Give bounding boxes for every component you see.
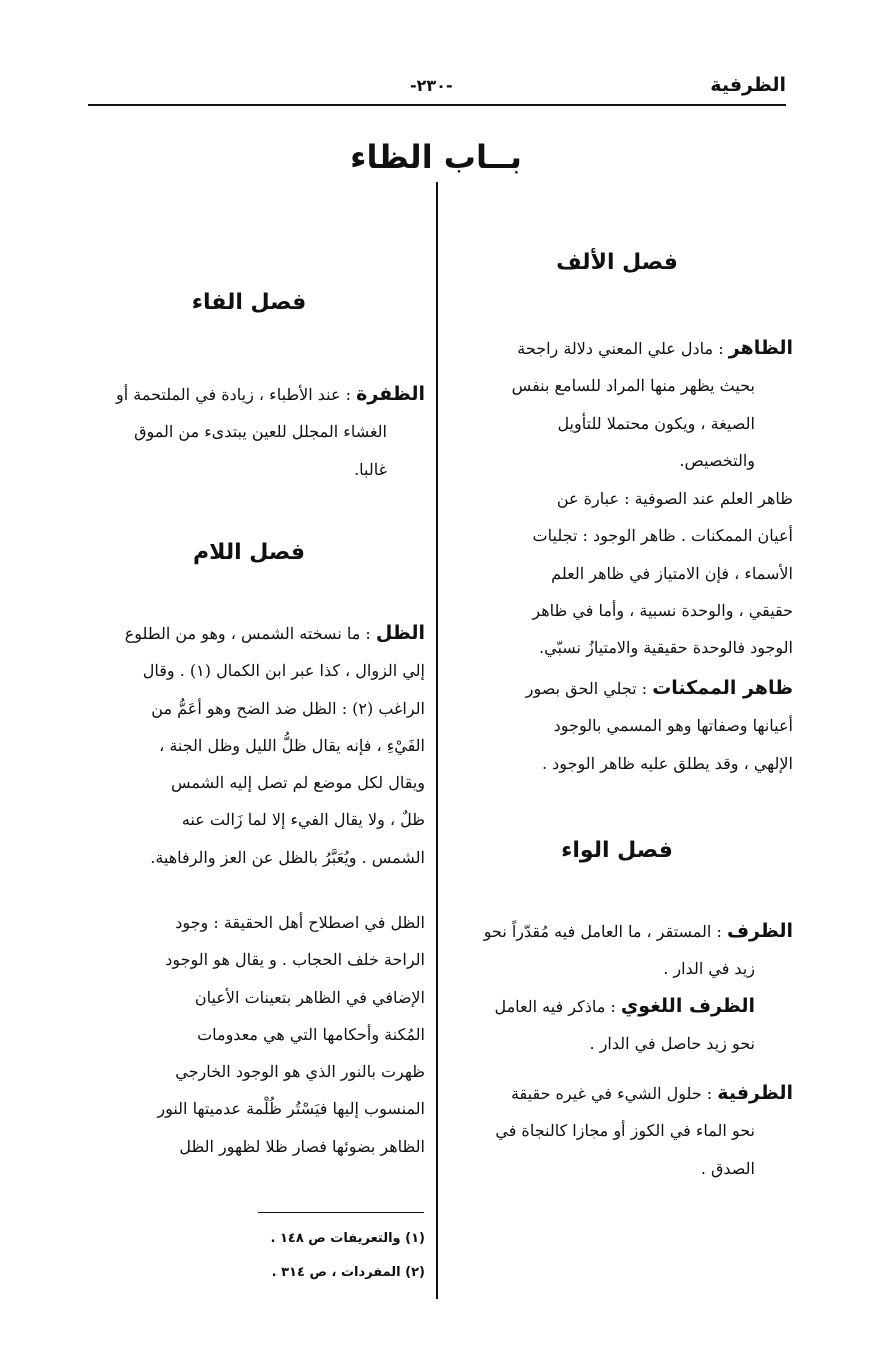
text-line: الإضافي في الظاهر بتعينات الأعيان [194, 987, 425, 1007]
running-title: الظرفية [710, 74, 786, 96]
text-line: الظاهر بضوئها فصار ظلا لظهور الظل [179, 1136, 425, 1156]
term-zafara: الظفرة [356, 383, 425, 405]
entry-zarf-laghw-line-1 [441, 988, 793, 1025]
entry-zill-line-1 [73, 615, 425, 652]
entry-zahir-mumkinat-line-1 [441, 670, 793, 707]
text-line: والتخصيص. [679, 450, 755, 470]
entry-zahir-line-1 [441, 330, 793, 367]
text-line: أعيان الممكنات . ظاهر الوجود : تجليات [532, 526, 793, 546]
text-line: الظل في اصطلاح أهل الحقيقة : وجود [175, 913, 425, 932]
entry-zafara [73, 376, 425, 488]
section-title-alif: فصل الألف [556, 250, 678, 275]
entry-zarfiyya [441, 1075, 793, 1187]
term-zill: الظل [375, 622, 425, 644]
text-line: زيد في الدار . [663, 959, 755, 979]
right-column [441, 0, 793, 1350]
page-number: -٢٣٠- [410, 76, 453, 95]
footnote-1: (١) والتعريفات ص ١٤٨ . [270, 1231, 425, 1246]
text-line: بحيث يظهر منها المراد للسامع بنفس [511, 376, 755, 396]
entry-zarf-laghw [441, 988, 793, 1063]
entry-zarf [441, 913, 793, 988]
term-zahir-mumkinat: ظاهر الممكنات [652, 677, 793, 699]
text-line: ظلٌ ، ولا يقال الفيء إلا لما زَالت عنه [181, 810, 425, 830]
left-column [73, 0, 425, 1350]
entry-zarfiyya-line-1 [441, 1075, 793, 1112]
entry-zahir-ilm [441, 480, 793, 666]
text-line: الأسماء ، فإن الامتياز في ظاهر العلم [551, 563, 793, 583]
text-line: الصدق . [700, 1158, 755, 1178]
text-line: نحو زيد حاصل في الدار . [589, 1034, 755, 1054]
chapter-title: بــاب الظاء [350, 138, 522, 176]
entry-zarf-line-1 [441, 913, 793, 950]
text-line: المنسوب إليها فيَسْتُر ظُلْمة عدميتها النور [157, 1099, 425, 1119]
text-line: المُكنة وأحكامها التي هي معدومات [197, 1024, 425, 1044]
footnote-rule [258, 1212, 424, 1213]
entry-zill-haqiqa [73, 904, 425, 1165]
text-line: الوجود فالوحدة حقيقية والامتيازُ نسبّي. [539, 638, 793, 658]
text-line: غالبا. [354, 459, 387, 479]
text-line: ظاهر العلم عند الصوفية : عبارة عن [556, 489, 793, 508]
section-title-fa: فصل الفاء [191, 290, 307, 315]
term-zarf-laghw: الظرف اللغوي [620, 995, 755, 1017]
footnotes [125, 1222, 425, 1290]
text-line: ظهرت بالنور الذي هو الوجود الخارجي [175, 1062, 425, 1082]
term-zarf: الظرف [726, 920, 793, 942]
text-line: الفَيْءِ ، فإنه يقال ظلُّ الليل وظل الجنة ، [159, 735, 425, 755]
text-line: ويقال لكل موضع لم تصل إليه الشمس [171, 773, 425, 793]
text-line: الراغب (٢) : الظل ضد الضح وهو أعَمُّ من [151, 698, 425, 718]
text-line: الإلهي ، وقد يطلق عليه ظاهر الوجود . [542, 753, 793, 773]
entry-zahir-mumkinat [441, 670, 793, 782]
text-line: : عند الأطباء ، زيادة في الملتحمة أو [116, 385, 352, 404]
text-line: : ما نسخته الشمس ، وهو من الطلوع [124, 624, 371, 643]
text-line: الشمس . ويُعَبَّرُ بالظل عن العز والرفاهية. [150, 847, 425, 867]
term-zarfiyya: الظرفية [717, 1082, 793, 1104]
text-line: الصيغة ، ويكون محتملا للتأويل [557, 413, 755, 433]
term-zahir: الظاهر [728, 337, 793, 359]
text-line: حقيقي ، والوحدة نسبية ، وأما في ظاهر [532, 600, 793, 620]
text-line: الراحة خلف الحجاب . و يقال هو الوجود [165, 950, 425, 970]
text-line: : المستقر ، ما العامل فيه مُقدّراً نحو [483, 922, 722, 941]
text-line: : حلول الشيء في غيره حقيقة [510, 1084, 713, 1103]
text-line: أعيانها وصفاتها وهو المسمي بالوجود [553, 716, 793, 736]
text-line: إلي الزوال ، كذا عبر ابن الكمال (١) . وقال [142, 661, 425, 681]
entry-zafara-line-1 [73, 376, 425, 413]
section-title-waw: فصل الواء [561, 838, 673, 863]
text-line: : مادل علي المعني دلالة راجحة [517, 339, 724, 358]
text-line: الغشاء المجلل للعين يبتدىء من الموق [134, 422, 387, 442]
section-title-lam: فصل اللام [192, 540, 305, 565]
text-line: : تجلي الحق بصور [525, 679, 648, 698]
entry-zill [73, 615, 425, 876]
footnote-2: (٢) المفردات ، ص ٣١٤ . [271, 1265, 425, 1280]
text-line: : ماذكر فيه العامل [494, 997, 616, 1016]
text-line: نحو الماء في الكوز أو مجازا كالنجاة في [495, 1121, 755, 1141]
column-divider [436, 182, 438, 1299]
entry-zahir [441, 330, 793, 479]
